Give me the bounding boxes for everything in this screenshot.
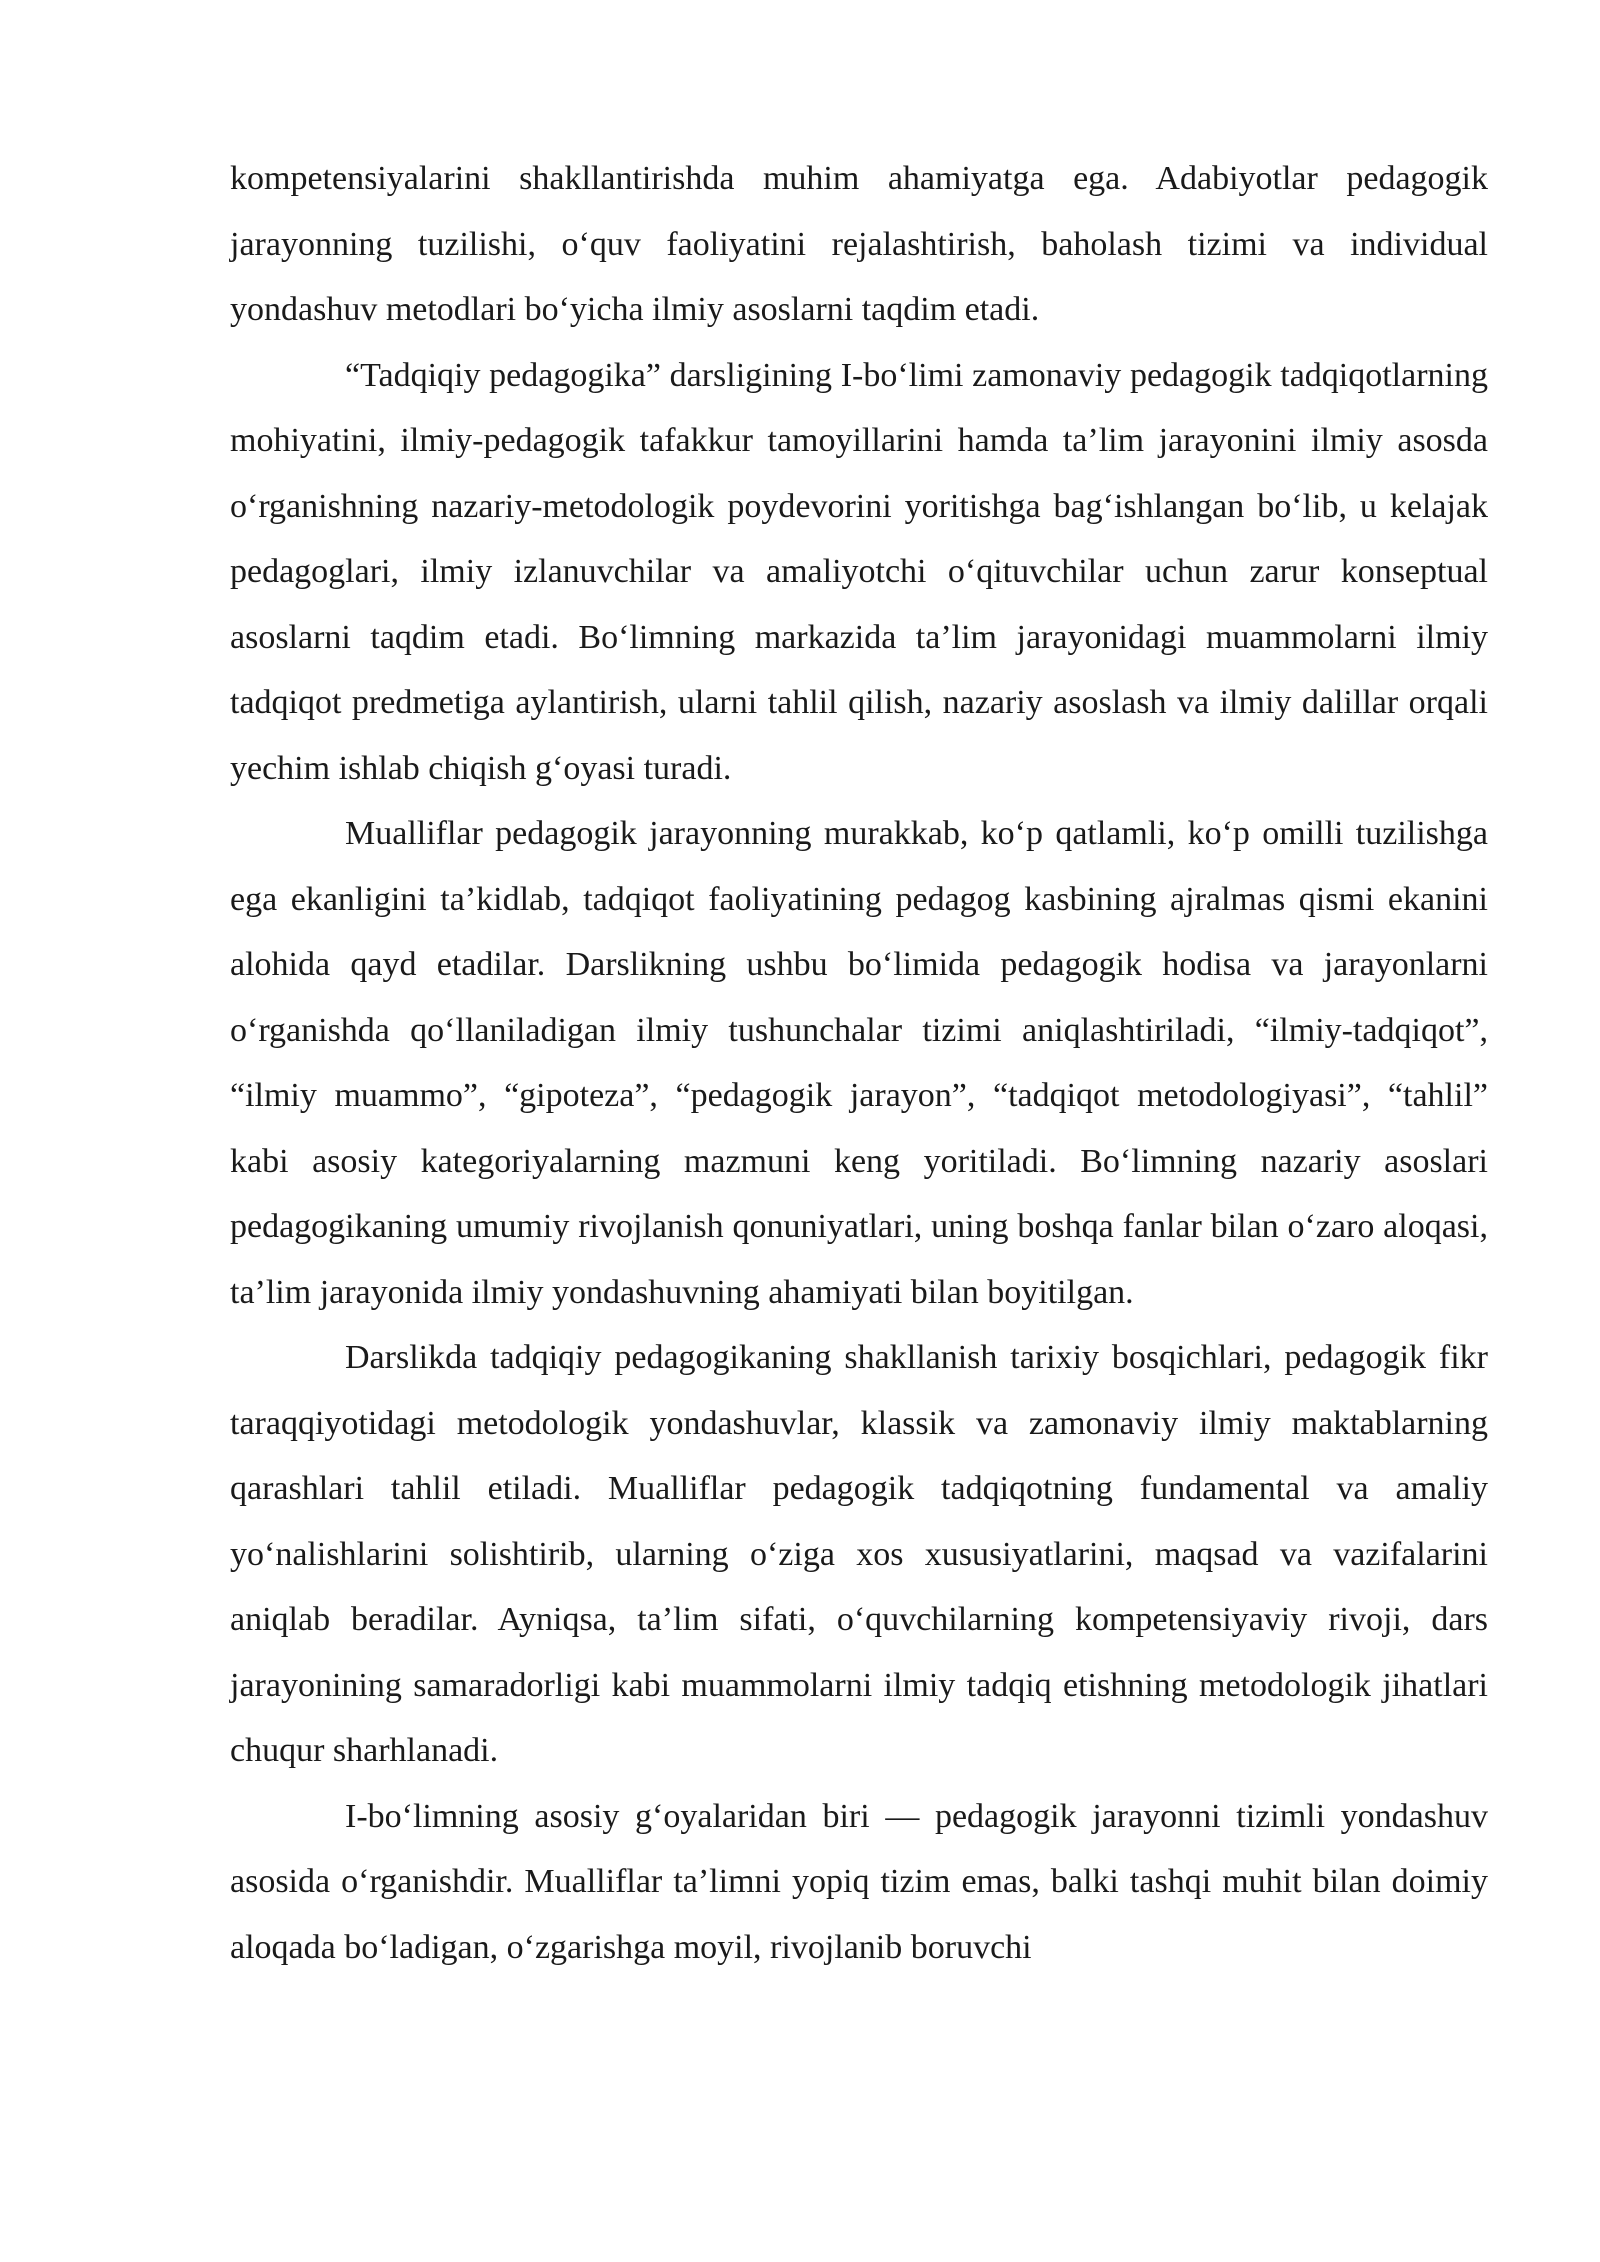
paragraph: Mualliflar pedagogik jarayonning murakkab, ko‘p qatlamli, ko‘p omilli tuzilishga ega ekanligini ta’kidlab, tadqiqot faoliyatining pedagog kasbining ajralmas qismi ekanini alohida qayd etadilar. Darslikning ushbu bo‘limida pedagogik hodisa va jarayonlarni o‘rganishda qo‘llaniladigan ilmiy tushunchalar tizimi aniqlashtiriladi, “ilmiy-tadqiqot”, “ilmiy muammo”, “gipoteza”, “pedagogik jarayon”, “tadqiqot metodologiyasi”, “tahlil” kabi asosiy kategoriyalarning mazmuni keng yoritiladi. Bo‘limning nazariy asoslari pedagogikaning umumiy rivojlanish qonuniyatlari, uning boshqa fanlar bilan o‘zaro aloqasi, ta’lim jarayonida ilmiy yondashuvning ahamiyati bilan boyitilgan. <box>230 815 1488 1311</box>
document-body <box>230 146 1488 1980</box>
paragraph: “Tadqiqiy pedagogika” darsligining I-bo‘limi zamonaviy pedagogik tadqiqotlarning mohiyatini, ilmiy-pedagogik tafakkur tamoyillarini hamda ta’lim jarayonini ilmiy asosda o‘rganishning nazariy-metodologik poydevorini yoritishga bag‘ishlangan bo‘lib, u kelajak pedagoglari, ilmiy izlanuvchilar va amaliyotchi o‘qituvchilar uchun zarur konseptual asoslarni taqdim etadi. Bo‘limning markazida ta’lim jarayonidagi muammolarni ilmiy tadqiqot predmetiga aylantirish, ularni tahlil qilish, nazariy asoslash va ilmiy dalillar orqali yechim ishlab chiqish g‘oyasi turadi. <box>230 356 1488 787</box>
paragraph: Darslikda tadqiqiy pedagogikaning shakllanish tarixiy bosqichlari, pedagogik fikr taraqqiyotidagi metodologik yondashuvlar, klassik va zamonaviy ilmiy maktablarning qarashlari tahlil etiladi. Mualliflar pedagogik tadqiqotning fundamental va amaliy yo‘nalishlarini solishtirib, ularning o‘ziga xos xususiyatlarini, maqsad va vazifalarini aniqlab beradilar. Ayniqsa, ta’lim sifati, o‘quvchilarning kompetensiyaviy rivoji, dars jarayonining samaradorligi kabi muammolarni ilmiy tadqiq etishning metodologik jihatlari chuqur sharhlanadi. <box>230 1339 1488 1769</box>
paragraph: I-bo‘limning asosiy g‘oyalaridan biri — pedagogik jarayonni tizimli yondashuv asosida o‘rganishdir. Mualliflar ta’limni yopiq tizim emas, balki tashqi muhit bilan doimiy aloqada bo‘ladigan, o‘zgarishga moyil, rivojlanib boruvchi <box>230 1797 1488 1966</box>
paragraph-continuation: kompetensiyalarini shakllantirishda muhim ahamiyatga ega. Adabiyotlar pedagogik jarayonning tuzilishi, o‘quv faoliyatini rejalashtirish, baholash tizimi va individual yondashuv metodlari bo‘yicha ilmiy asoslarni taqdim etadi. <box>230 160 1488 328</box>
